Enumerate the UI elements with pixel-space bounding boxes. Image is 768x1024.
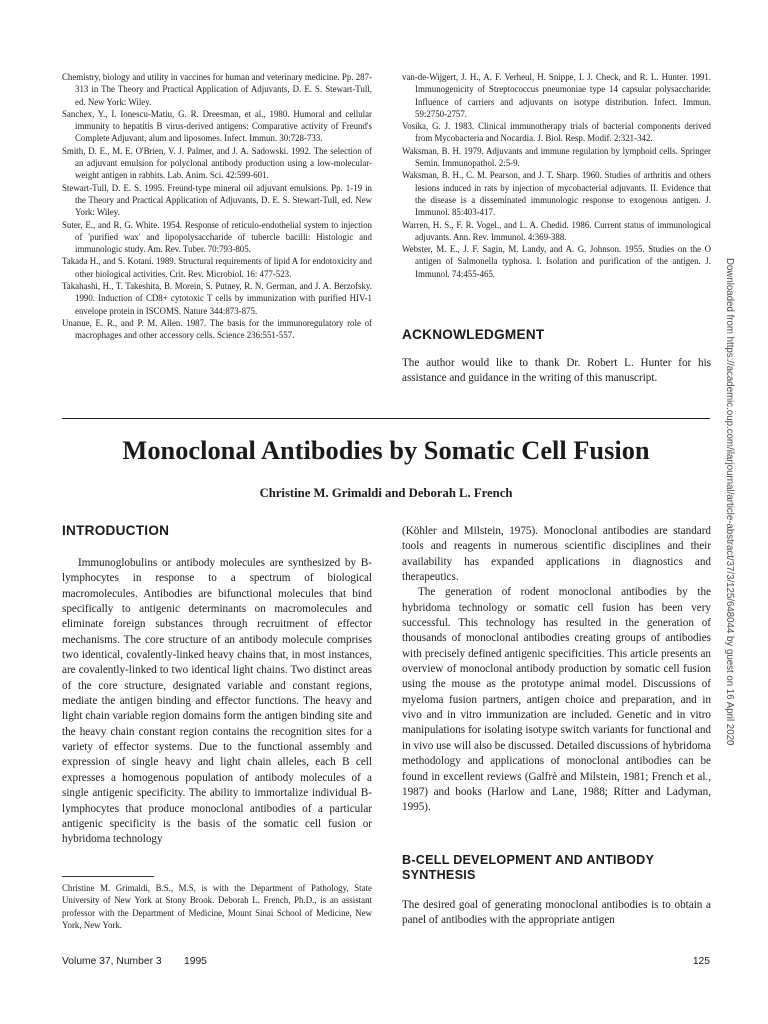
reference-item: Vosika, G. J. 1983. Clinical immunotherapy trials of bacterial components derived from Mycobacteria and Nocardia. J. Biol. Resp. Modif. 2:321-342. <box>402 121 711 144</box>
acknowledgment-section <box>402 327 711 387</box>
reference-item: Waksman, B. H., C. M. Pearson, and J. T. Sharp. 1960. Studies of arthritis and others lesions induced in rats by injection of mycobacterial adjuvants. II. Evidence that the disease is a disseminated immunologic response to exogenous antigen. J. Immunol. 85:403-417. <box>402 170 711 218</box>
footer-year: 1995 <box>184 956 207 967</box>
introduction-continued-paragraph: (Köhler and Milstein, 1975). Monoclonal antibodies are standard tools and reagents in numerous scientific disciplines and their availability has expanded applications in diagnostics and therapeutics. <box>402 525 711 584</box>
article-authors: Christine M. Grimaldi and Deborah L. French <box>259 486 513 500</box>
author-footnote: Christine M. Grimaldi, B.S., M.S, is with the Department of Pathology, State University of New York at Stony Brook. Deborah L. French, Ph.D., is an assistant professor with the Department of Medicine, Mount Sinai School of Medicine, New York, New York. <box>62 883 372 930</box>
download-watermark: Downloaded from https://academic.oup.com/ilarjournal/article-abstract/37/3/125/648044 by guest on 16 April 2020 <box>724 258 735 746</box>
reference-item: Warren, H. S., F. R. Vogel., and L. A. Chedid. 1986. Current status of immunological adjuvants. Ann. Rev. Immunol. 4:369-388. <box>402 219 711 242</box>
introduction-heading: INTRODUCTION <box>62 523 170 538</box>
reference-item: Takahashi, H., T. Takeshita, B. Morein, S. Putney, R. N. German, and J. A. Berzofsky. 1990. Induction of CD8+ cytotoxic T cells by immunization with purified HIV-1 envelope protein in ISCOMS. Nature 344:873-875. <box>62 281 372 316</box>
introduction-section <box>62 523 372 848</box>
introduction-paragraph: The generation of rodent monoclonal antibodies by the hybridoma technology or somatic cell fusion has been very successful. This technology has resulted in the generation of thousands of monoclonal antibodies creating groups of antibodies with precisely defined antigenic specificities. This article presents an overview of monoclonal antibody production by somatic cell fusion using the mouse as the prototype animal model. Discussions of myeloma fusion partners, antigen choice and preparation, and in vivo and in vitro immunization are included. Genetic and in vitro manipulations for isolating isotype switch variants for functional and in vivo use will also be discussed. Detailed discussions of hybridoma methodology and applications of monoclonal antibodies can be found in excellent reviews (Galfrè and Milstein, 1981; French et al., 1987) and books (Harlow and Lane, 1988; Ritter and Ladyman, 1995). <box>402 586 711 814</box>
acknowledgment-heading: ACKNOWLEDGMENT <box>402 327 545 342</box>
footnote-rule <box>62 876 154 877</box>
reference-item: Smith, D. E., M. E. O'Brien, V. J. Palmer, and J. A. Sadowski. 1992. The selection of an adjuvant emulsion for polyclonal antibody production using a low-molecular-weight antigen in rabbits. Lab. Anim. Sci. 42:599-601. <box>62 145 372 181</box>
article-title: Monoclonal Antibodies by Somatic Cell Fusion <box>122 435 650 465</box>
references-left-column <box>62 71 372 342</box>
acknowledgment-text: The author would like to thank Dr. Robert L. Hunter for his assistance and guidance in the writing of this manuscript. <box>402 357 711 385</box>
article-divider <box>62 418 710 419</box>
bcell-heading: B-CELL DEVELOPMENT AND ANTIBODY SYNTHESIS <box>402 853 654 882</box>
reference-item: Unanue, E. R., and P. M. Allen. 1987. The basis for the immunoregulatory role of macrophages and other accessory cells. Science 236:551-557. <box>62 317 372 341</box>
reference-item: Waksman, B. H. 1979. Adjuvants and immune regulation by lymphoid cells. Springer Semin. Immunopathol. 2:5-9. <box>402 145 711 169</box>
reference-item: Stewart-Tull, D. E. S. 1995. Freund-type mineral oil adjuvant emulsions. Pp. 1-19 in the Theory and Practical Application of Adjuvants, D. E. S. Stewart-Tull, ed. New York: Wiley. <box>62 182 372 218</box>
bcell-paragraph: The desired goal of generating monoclonal antibodies is to obtain a panel of antibodies with the appropriate antigen <box>402 899 711 927</box>
reference-item: Sanchex, Y., I. Ionescu-Matiu, G. R. Dreesman, et al., 1980. Humoral and cellular immunity to hepatitis B virus-derived antigens: Comparative activity of Freund's Complete Adjuvant, alum and liposomes. Infect. Immun. 30:728-733. <box>62 108 372 144</box>
reference-item: Takada H., and S. Kotani. 1989. Structural requirements of lipid A for endotoxicity and other biological activities. Crit. Rev. Microbiol. 16: 477-523. <box>62 256 372 279</box>
reference-item: van-de-Wijgert, J. H., A. F. Verheul, H. Snippe, I. J. Check, and R. L. Hunter. 1991. Immunogenicity of Streptococcus pneumoniae type 14 capsular polysaccharide: Influence of carriers and adjuvants on isotype distribution. Infect. Immun. 59:2750-2757. <box>402 72 711 119</box>
reference-item: Chemistry, biology and utility in vaccines for human and veterinary medicine. Pp. 287-313 in The Theory and Practical Application of Adjuvants, D. E. S. Stewart-Tull, ed. New York: Wiley. <box>62 72 372 107</box>
references-right-column <box>402 71 711 280</box>
page-number: 125 <box>692 956 710 967</box>
reference-item: Suter, E., and R. G. White. 1954. Response of reticulo-endothelial system to injection of 'purified wax' and lipopolysaccharide of tubercle bacilli: Histologic and immunologic study. Am. Rev. Tuber. 70:793-805. <box>62 219 372 255</box>
introduction-paragraph: Immunoglobulins or antibody molecules are synthesized by B-lymphocytes in response to a spectrum of biological macromolecules. Antibodies are bifunctional molecules that bind specifically to antigenic determinants on macromolecules and eliminate foreign substances through recruitment of effector mechanisms. The core structure of an antibody molecule comprises two identical, covalently-linked heavy chains that, in most instances, are covalently-linked to two identical light chains. Two distinct areas of the core structure, designated variable and constant regions, mediate the antigen binding and effector functions. The heavy and light chain variable region domains form the antigen binding site and the heavy chain constant region contains the recognition sites for a variety of effector systems. Due to the functional assembly and expression of single heavy and light chain alleles, each B cell expresses a homogenous population of antibody molecules of a single antigenic specificity. The ability to immortalize individual B-lymphocytes that produce monoclonal antibodies of a particular antigenic specificity is the basis of the somatic cell fusion or hybridoma technology <box>62 557 372 846</box>
introduction-continued <box>402 524 711 816</box>
bcell-section <box>402 853 711 929</box>
footer-volume: Volume 37, Number 3 <box>62 956 162 967</box>
reference-item: Webster, M. E., J. F. Sagin, M. Landy, and A. G. Johnson. 1955. Studies on the O antigen of Salmonella typhosa. I. Isolation and purification of the antigen. J. Immunol. 74:455-465. <box>402 244 711 279</box>
